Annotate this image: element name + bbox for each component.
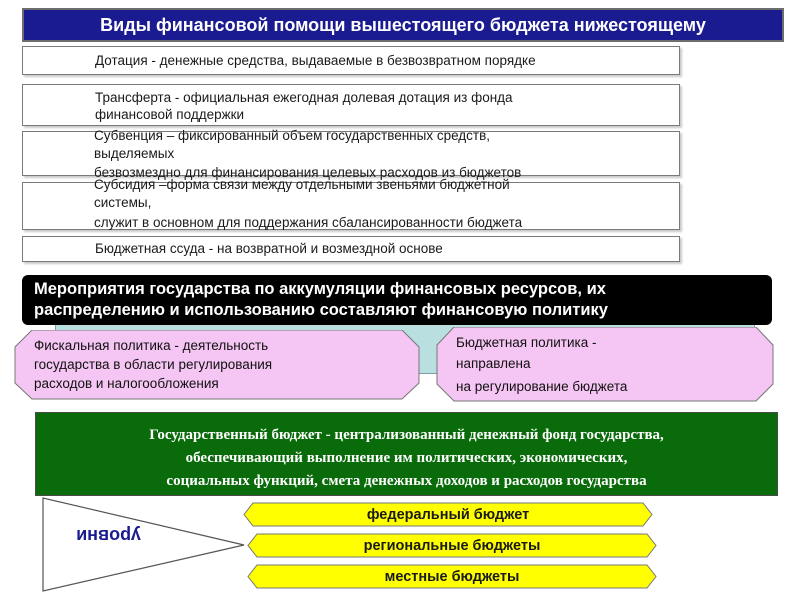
subsidy-text-line-1: Субсидия –форма связи между отдельными звеньями бюджетной: [94, 177, 510, 192]
level-local-text: местные бюджеты: [384, 568, 520, 585]
levels-label-wrap: [56, 524, 161, 548]
subvention-text-line-2: выделяемых: [94, 146, 175, 161]
fiscal-policy-line-3: расходов и налогообложения: [34, 376, 219, 391]
title-text: Виды финансовой помощи вышестоящего бюджета нижестоящему: [100, 14, 706, 35]
level-regional: [247, 533, 657, 558]
budget-policy-line-1: Бюджетная политика -: [456, 335, 597, 350]
financial-policy-banner: [22, 275, 772, 325]
transfer-text-line-2: финансовой поддержки: [95, 107, 245, 122]
state-budget-text: [36, 424, 777, 493]
loan-box: [22, 236, 680, 262]
policy-banner-line-1: Мероприятия государства по аккумуляции финансовых ресурсов, их: [34, 280, 606, 298]
state-budget-line-3: социальных функций, смета денежных доходов и расходов государства: [166, 473, 647, 489]
fiscal-policy-line-1: Фискальная политика - деятельность: [34, 338, 269, 353]
subsidy-text-line-3: служит в основном для поддержания сбалансированности бюджета: [94, 215, 523, 230]
state-budget-box: [35, 412, 778, 496]
transfer-box: [22, 84, 680, 126]
level-regional-text: региональные бюджеты: [363, 537, 541, 554]
level-federal: [243, 502, 653, 527]
state-budget-line-2: обеспечивающий выполнение им политических, экономических,: [185, 450, 628, 466]
levels-label: уровни: [76, 526, 141, 547]
level-local: [247, 564, 657, 589]
level-federal-text: федеральный бюджет: [366, 506, 530, 523]
budget-policy-octagon: [436, 327, 774, 402]
dotation-text: Дотация - денежные средства, выдаваемые в безвозвратном порядке: [95, 53, 536, 68]
state-budget-line-1: Государственный бюджет - централизованный денежный фонд государства,: [149, 427, 664, 443]
subvention-text-line-3: безвозмездно для финансирования целевых расходов из бюджетов: [94, 165, 522, 180]
budget-policy-line-3: на регулирование бюджета: [456, 379, 628, 394]
title-banner: [22, 8, 784, 42]
dotation-box: [22, 46, 680, 75]
fiscal-policy-octagon: [14, 330, 420, 400]
policy-banner-line-2: распределению и использованию составляют финансовую политику: [34, 301, 608, 319]
loan-text: Бюджетная ссуда - на возвратной и возмездной основе: [95, 241, 443, 256]
budget-policy-line-2: направлена: [456, 356, 531, 371]
subsidy-text-line-2: системы,: [94, 195, 152, 210]
subvention-text-line-1: Субвенция – фиксированный объем государственных средств,: [94, 128, 491, 143]
transfer-text-line-1: Трансферта - официальная ежегодная долевая дотация из фонда: [95, 90, 513, 105]
fiscal-policy-line-2: государства в области регулирования: [34, 357, 273, 372]
